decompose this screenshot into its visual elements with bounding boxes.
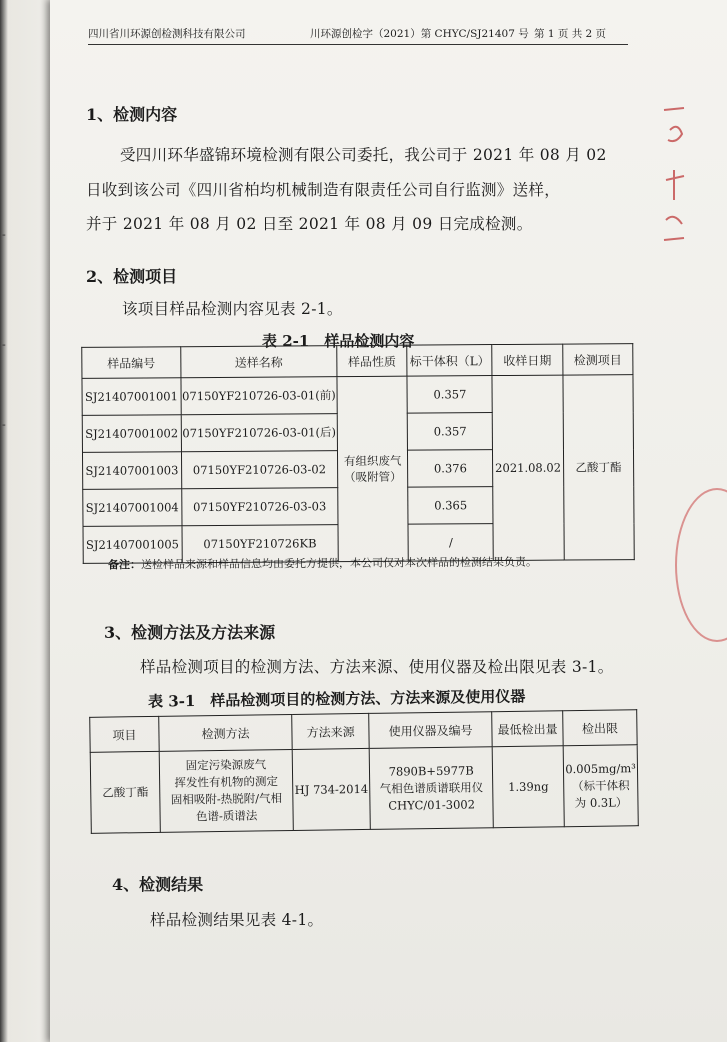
note-text: 送检样品来源和样品信息均由委托方提供，本公司仅对本次样品的检测结果负责。 [140,555,538,572]
seal-mark-right [660,100,690,250]
section-3-line: 样品检测项目的检测方法、方法来源、使用仪器及检出限见表 3-1。 [140,658,614,676]
col-header: 收样日期 [492,344,563,375]
cell-min-detect: 1.39ng [492,746,564,828]
col-header: 项目 [90,716,160,752]
cell-sample-name: 07150YF210726-03-03 [181,488,338,526]
col-header: 检测方法 [159,715,292,752]
cell-volume: / [408,524,493,562]
col-header: 方法来源 [292,713,370,749]
cell-sample-id: SJ21407001002 [82,415,181,453]
col-header: 使用仪器及编号 [369,712,492,749]
cell-test-item: 乙酸丁酯 [563,375,635,560]
section-4-title: 4、检测结果 [112,875,204,894]
section-1-line: 并于 2021 年 08 月 02 日至 2021 年 08 月 09 日完成检测。 [86,215,533,233]
section-3-title: 3、检测方法及方法来源 [104,623,276,642]
cell-instrument [370,747,494,830]
cell-volume: 0.365 [408,487,493,525]
table-row [90,745,638,834]
cell-sample-id: SJ21407001004 [83,489,182,527]
header-report-no: 川环源创检字（2021）第 CHYC/SJ21407 号 [310,28,529,40]
cell-receive-date: 2021.08.02 [492,375,564,560]
page-header [88,22,628,45]
cell-sample-nature [337,376,409,561]
table-2-1-caption: 表 2-1 样品检测内容 [262,332,415,350]
binding-mark: ‐ [2,418,6,431]
table-2-1-note [108,554,537,573]
table-row [82,375,633,416]
seal-stamp [675,488,727,642]
col-header: 样品编号 [82,347,181,379]
cell-source: HJ 734-2014 [292,748,370,830]
section-1-title: 1、检测内容 [86,105,178,124]
table-header-row [82,344,633,379]
instrument-line: 气相色谱质谱联用仪 [379,779,484,796]
cell-sample-id: SJ21407001005 [83,526,182,564]
binding-mark: ‐ [2,228,6,241]
section-2-line: 该项目样品检测内容见表 2-1。 [122,300,343,318]
col-header: 最低检出量 [492,711,564,747]
cell-sample-name: 07150YF210726-03-01(前) [181,377,338,415]
nature-line: （吸附管） [344,469,402,485]
col-header: 送样名称 [180,346,337,378]
cell-volume: 0.357 [408,413,493,451]
cell-method [159,749,293,832]
cell-sample-id: SJ21407001003 [82,452,181,490]
section-1-line: 日收到该公司《四川省柏均机械制造有限责任公司自行监测》送样， [86,181,561,199]
method-line: 色谱-质谱法 [195,808,258,824]
col-header: 检测项目 [562,344,633,375]
binding-edge [0,0,50,1042]
section-2-title: 2、检测项目 [86,267,178,286]
cell-item: 乙酸丁酯 [90,751,160,833]
binding-mark: ‐ [2,338,6,351]
limit-line: 0.005mg/m³ [565,760,636,776]
cell-sample-name: 07150YF210726KB [182,525,339,563]
cell-limit [563,745,638,827]
table-3-1-caption: 表 3-1 样品检测项目的检测方法、方法来源及使用仪器 [147,687,526,711]
method-line: 固定污染源废气 [185,757,267,773]
limit-line: 为 0.3L） [574,794,628,810]
cell-sample-name: 07150YF210726-03-01(后) [181,414,338,452]
table-3-1 [89,709,639,834]
col-header: 检出限 [563,710,637,746]
col-header: 样品性质 [337,345,408,376]
col-header: 标干体积（L） [407,345,492,377]
method-line: 挥发性有机物的测定 [174,774,279,790]
header-page: 第 1 页 共 2 页 [534,28,607,40]
instrument-line: CHYC/01-3002 [388,796,476,813]
limit-line: （标干体积 [571,777,630,793]
nature-line: 有组织废气 [343,453,402,469]
table-2-1 [81,343,635,564]
cell-volume: 0.357 [407,376,492,414]
section-4-line: 样品检测结果见表 4-1。 [150,911,324,929]
cell-sample-id: SJ21407001001 [82,378,181,416]
cell-volume: 0.376 [408,450,493,488]
document-page [50,0,727,1042]
cell-sample-name: 07150YF210726-03-02 [181,451,338,489]
method-line: 固相吸附-热脱附/气相 [170,791,283,807]
instrument-line: 7890B+5977B [388,762,474,779]
header-company: 四川省川环源创检测科技有限公司 [88,28,246,40]
note-label: 备注： [107,558,142,572]
section-1-line: 受四川环华盛锦环境检测有限公司委托，我公司于 2021 年 08 月 02 [120,146,607,164]
